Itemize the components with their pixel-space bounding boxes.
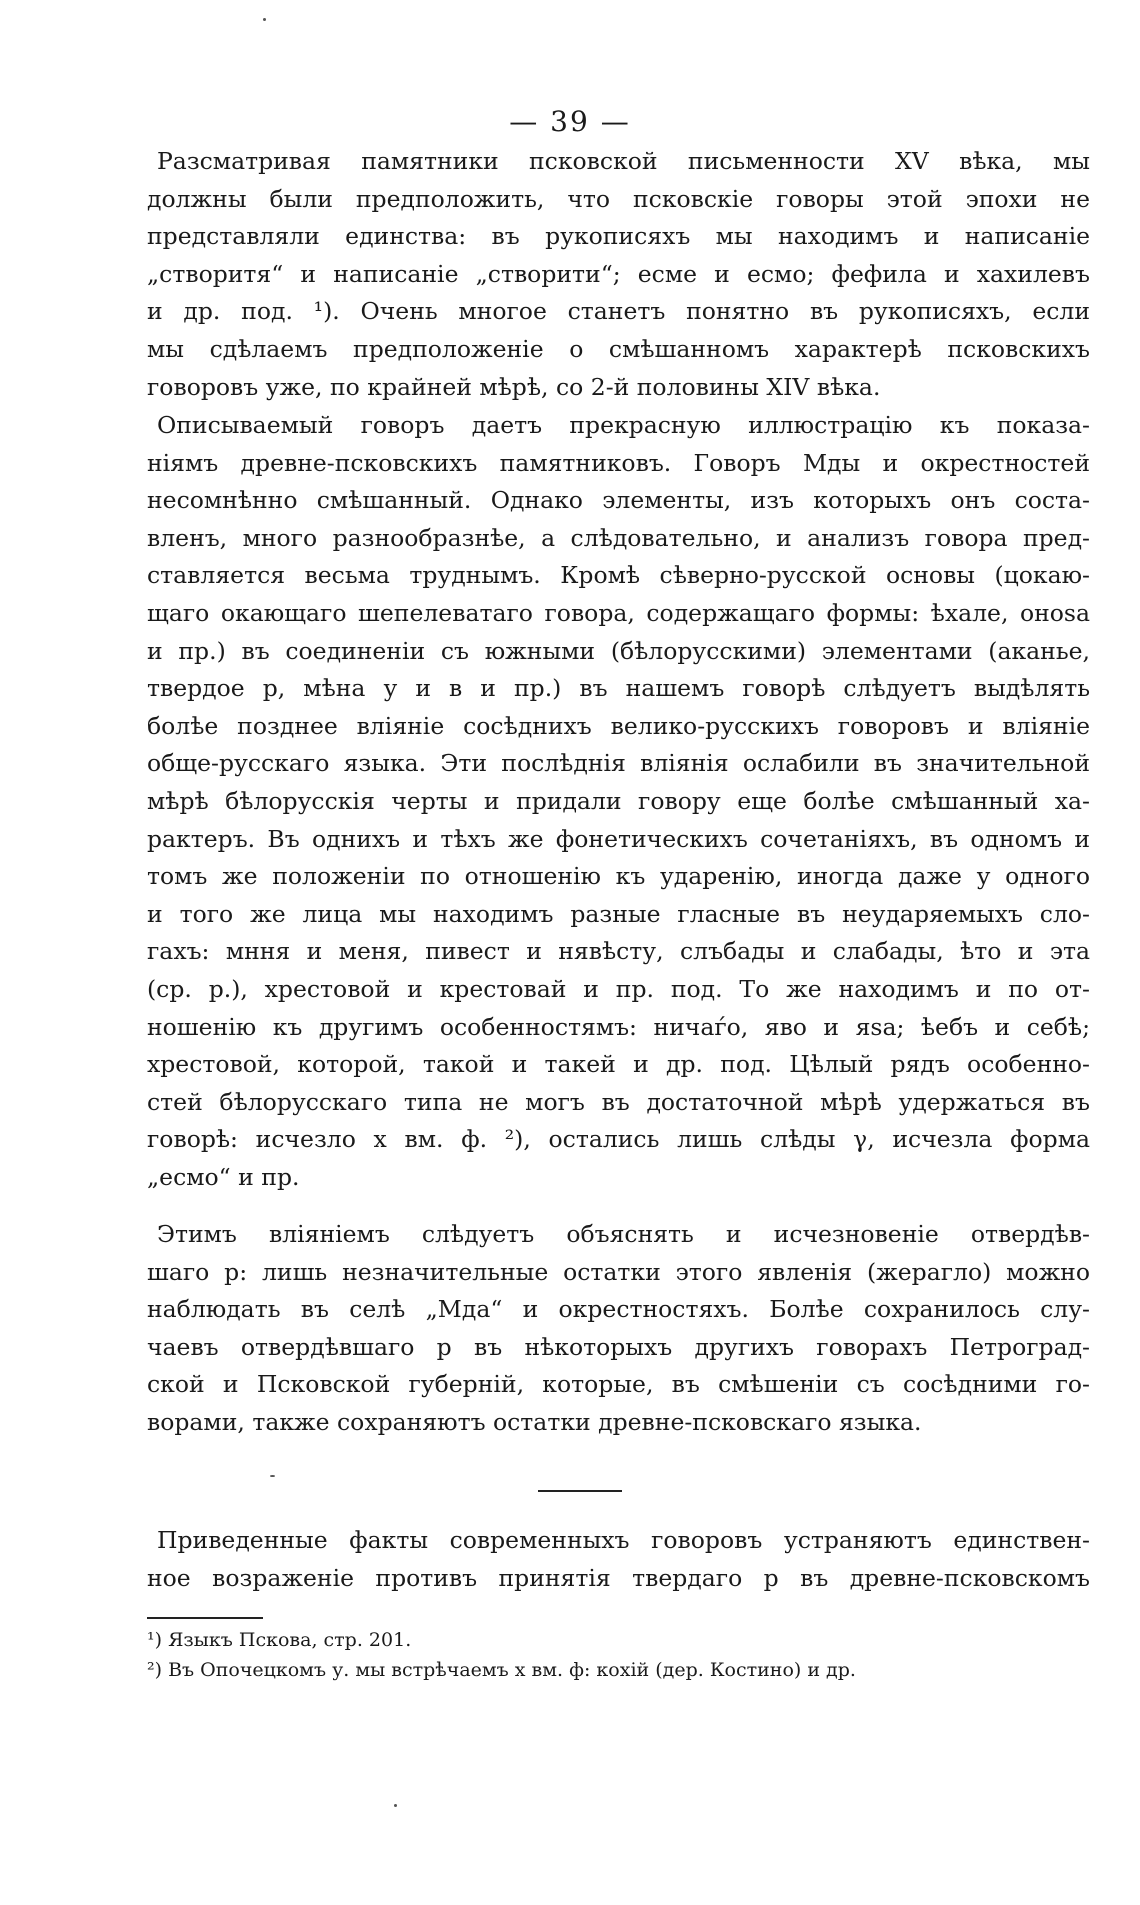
text-line: ворами, также сохраняютъ остатки древне-псковскаго языка. — [147, 1407, 922, 1436]
text-line: и др. под. ¹). Очень многое станетъ понятно въ рукописяхъ, если — [147, 297, 1090, 326]
text-line: гахъ: мння и меня, пивест и нявѣсту, слъбады и слабады, ѣто и эта — [147, 937, 1090, 966]
text-line: „створитя“ и написаніе „створити“; есме и есмо; фефила и хахилевъ — [147, 259, 1090, 288]
text-line: Разсматривая памятники псковской письменности XV вѣка, мы — [157, 147, 1090, 175]
paragraph-2 — [147, 407, 1090, 1196]
paragraph-1 — [147, 143, 1090, 406]
scan-speck — [270, 1475, 275, 1477]
text-line: хрестовой, которой, такой и такей и др. под. Цѣлый рядъ особенно- — [147, 1050, 1090, 1079]
footnote-2: ²) Въ Опочецкомъ у. мы встрѣчаемъ х вм. ф: кохій (дер. Костино) и др. — [147, 1659, 856, 1681]
text-line: и того же лица мы находимъ разные гласные въ неударяемыхъ сло- — [147, 899, 1090, 928]
text-line: твердое р, мѣна у и в и пр.) въ нашемъ говорѣ слѣдуетъ выдѣлять — [147, 674, 1090, 703]
text-line: Описываемый говоръ даетъ прекрасную иллюстрацію къ показа- — [157, 411, 1090, 439]
text-line: ніямъ древне-псковскихъ памятниковъ. Говоръ Мды и окрестностей — [147, 448, 1090, 477]
text-line: наблюдать въ селѣ „Мда“ и окрестностяхъ. Болѣе сохранилось слу- — [147, 1295, 1090, 1324]
text-line: мѣрѣ бѣлорусскія черты и придали говору еще болѣе смѣшанный ха- — [147, 786, 1090, 815]
text-line: обще-русскаго языка. Эти послѣднія вліянія ослабили въ значительной — [147, 749, 1090, 778]
footnote-1: ¹) Языкъ Пскова, стр. 201. — [147, 1629, 412, 1651]
paragraph-3 — [147, 1216, 1090, 1442]
footnotes — [147, 1625, 1007, 1685]
text-line: ношенію къ другимъ особенностямъ: ничаѓо, яво и яѕа; ѣебъ и себѣ; — [147, 1012, 1090, 1041]
text-line: говоровъ уже, по крайней мѣрѣ, со 2-й половины XIV вѣка. — [147, 372, 881, 401]
text-line: и пр.) въ соединеніи съ южными (бѣлорусскими) элементами (аканье, — [147, 636, 1090, 665]
section-divider — [538, 1490, 622, 1492]
text-line: Приведенные факты современныхъ говоровъ устраняютъ единствен- — [157, 1526, 1090, 1554]
text-line: ской и Псковской губерній, которые, въ смѣшеніи съ сосѣдними го- — [147, 1370, 1090, 1399]
footnote-rule — [147, 1617, 263, 1619]
text-line: томъ же положеніи по отношенію къ ударенію, иногда даже у одного — [147, 862, 1090, 891]
text-line: рактеръ. Въ однихъ и тѣхъ же фонетическихъ сочетаніяхъ, въ одномъ и — [147, 824, 1090, 853]
text-line: несомнѣнно смѣшанный. Однако элементы, изъ которыхъ онъ соста- — [147, 486, 1090, 515]
text-line: вленъ, много разнообразнѣе, а слѣдовательно, и анализъ говора пред- — [147, 523, 1090, 552]
text-line: ное возраженіе противъ принятія твердаго р въ древне-псковскомъ — [147, 1563, 1090, 1592]
text-line: чаевъ отвердѣвшаго р въ нѣкоторыхъ другихъ говорахъ Петроград- — [147, 1332, 1090, 1361]
text-line: представляли единства: въ рукописяхъ мы находимъ и написаніе — [147, 222, 1090, 251]
text-line: болѣе позднее вліяніе сосѣднихъ велико-русскихъ говоровъ и вліяніе — [147, 711, 1090, 740]
text-line: Этимъ вліяніемъ слѣдуетъ объяснять и исчезновеніе отвердѣв- — [157, 1220, 1090, 1248]
text-line: стей бѣлорусскаго типа не могъ въ достаточной мѣрѣ удержаться въ — [147, 1087, 1090, 1116]
scan-speck — [263, 18, 266, 21]
text-line: должны были предположить, что псковскіе говоры этой эпохи не — [147, 184, 1090, 213]
text-line: (ср. р.), хрестовой и крестовай и пр. под. То же находимъ и по от- — [147, 974, 1090, 1003]
text-line: щаго окающаго шепелеватаго говора, содержащаго формы: ѣхале, оноѕа — [147, 598, 1090, 627]
text-line: ставляется весьма труднымъ. Кромѣ сѣверно-русской основы (цокаю- — [147, 561, 1090, 590]
paragraph-4 — [147, 1522, 1090, 1597]
text-line: „есмо“ и пр. — [147, 1162, 300, 1191]
text-line: мы сдѣлаемъ предположеніе о смѣшанномъ характерѣ псковскихъ — [147, 334, 1090, 363]
text-line: шаго р: лишь незначительные остатки этого явленія (жерагло) можно — [147, 1257, 1090, 1286]
page-number: — 39 — — [509, 105, 631, 138]
text-line: говорѣ: исчезло х вм. ф. ²), остались лишь слѣды γ, исчезла форма — [147, 1125, 1090, 1154]
scan-speck — [394, 1804, 397, 1807]
